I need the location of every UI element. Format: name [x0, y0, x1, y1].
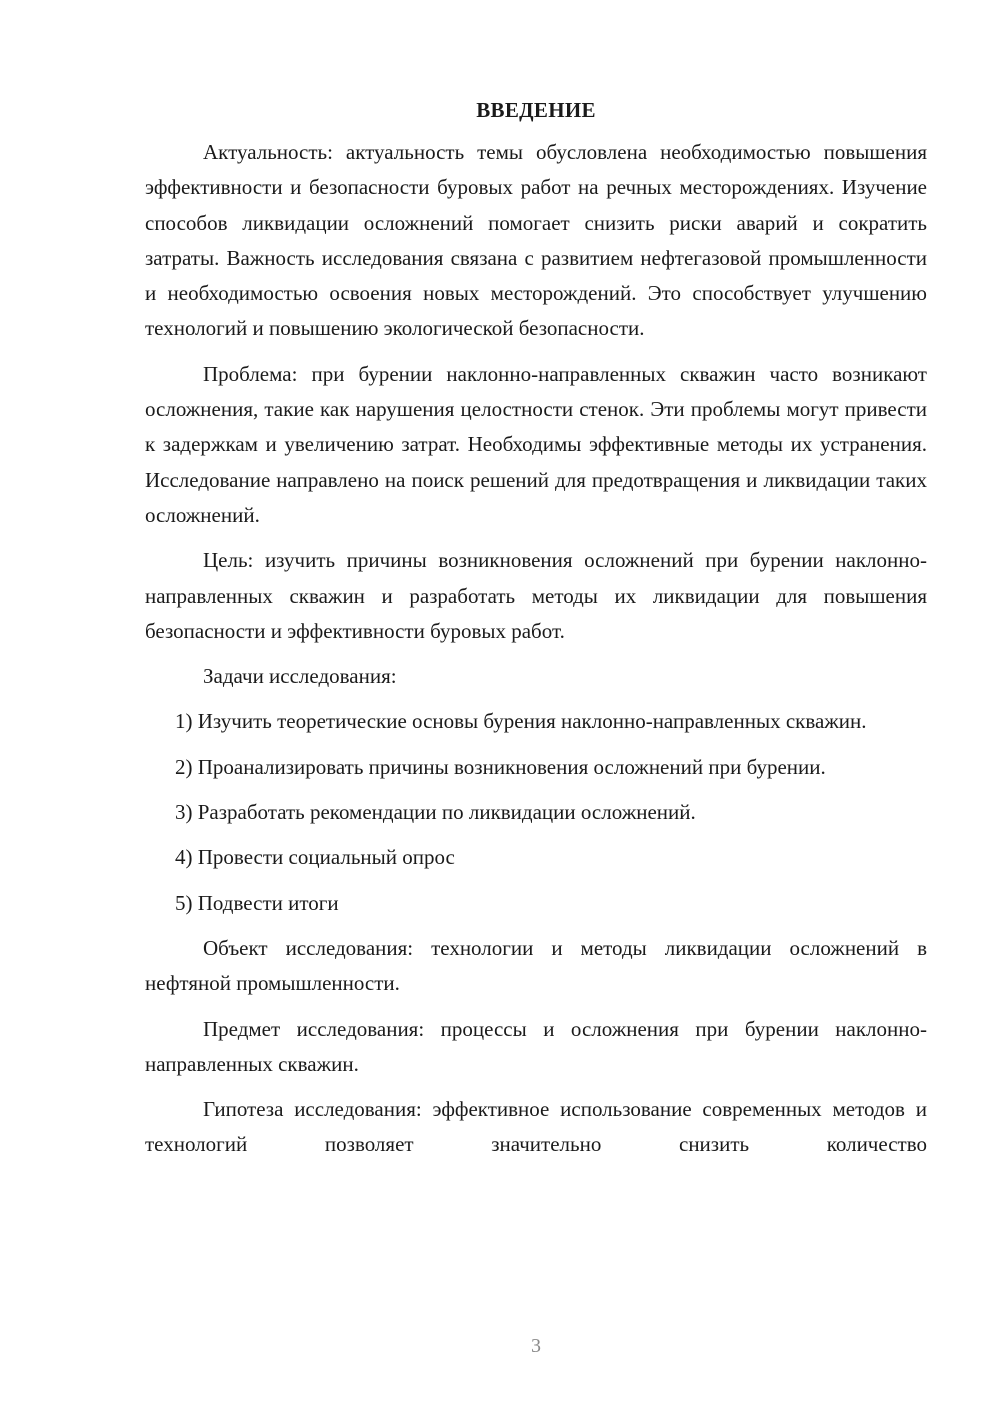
page-title: ВВЕДЕНИЕ	[476, 98, 596, 122]
problem-paragraph: Проблема: при бурении наклонно-направленных скважин часто возникают осложнения, такие как нарушения целостности стенок. Эти проблемы могут привести к задержкам и увеличению затрат. Необходимы эффективные методы их устранения. Исследование направлено на поиск решений для предотвращения и ликвидации таких осложнений.	[145, 361, 927, 527]
document-page	[145, 96, 927, 1173]
object-paragraph: Объект исследования: технологии и методы ликвидации осложнений в нефтяной промышленности.	[145, 935, 927, 996]
list-item: 4) Провести социальный опрос	[175, 845, 455, 870]
subject-paragraph: Предмет исследования: процессы и осложнения при бурении наклонно-направленных скважин.	[145, 1016, 927, 1076]
list-item: 3) Разработать рекомендации по ликвидации осложнений.	[175, 800, 696, 825]
page-number: 3	[531, 1335, 541, 1357]
goal-paragraph: Цель: изучить причины возникновения осложнений при бурении наклонно-направленных скважин и разработать методы их ликвидации для повышения безопасности и эффективности буровых работ.	[145, 548, 927, 643]
list-item: 2) Проанализировать причины возникновения осложнений при бурении.	[175, 754, 826, 779]
tasks-list	[145, 704, 927, 920]
relevance-paragraph: Актуальность: актуальность темы обусловлена необходимостью повышения эффективности и безопасности буровых работ на речных месторождениях. Изучение способов ликвидации осложнений помогает снизить риски аварий и сократить затраты. Важность исследования связана с развитием нефтегазовой промышленности и необходимостью освоения новых месторождений. Это способствует улучшению технологий и повышению экологической безопасности.	[145, 140, 927, 341]
hypothesis-paragraph: Гипотеза исследования: эффективное использование современных методов и технологий позволяет значительно снизить количество	[145, 1097, 927, 1157]
tasks-heading: Задачи исследования:	[203, 664, 397, 689]
list-item: 1) Изучить теоретические основы бурения наклонно-направленных скважин.	[175, 709, 867, 734]
list-item: 5) Подвести итоги	[175, 890, 339, 915]
